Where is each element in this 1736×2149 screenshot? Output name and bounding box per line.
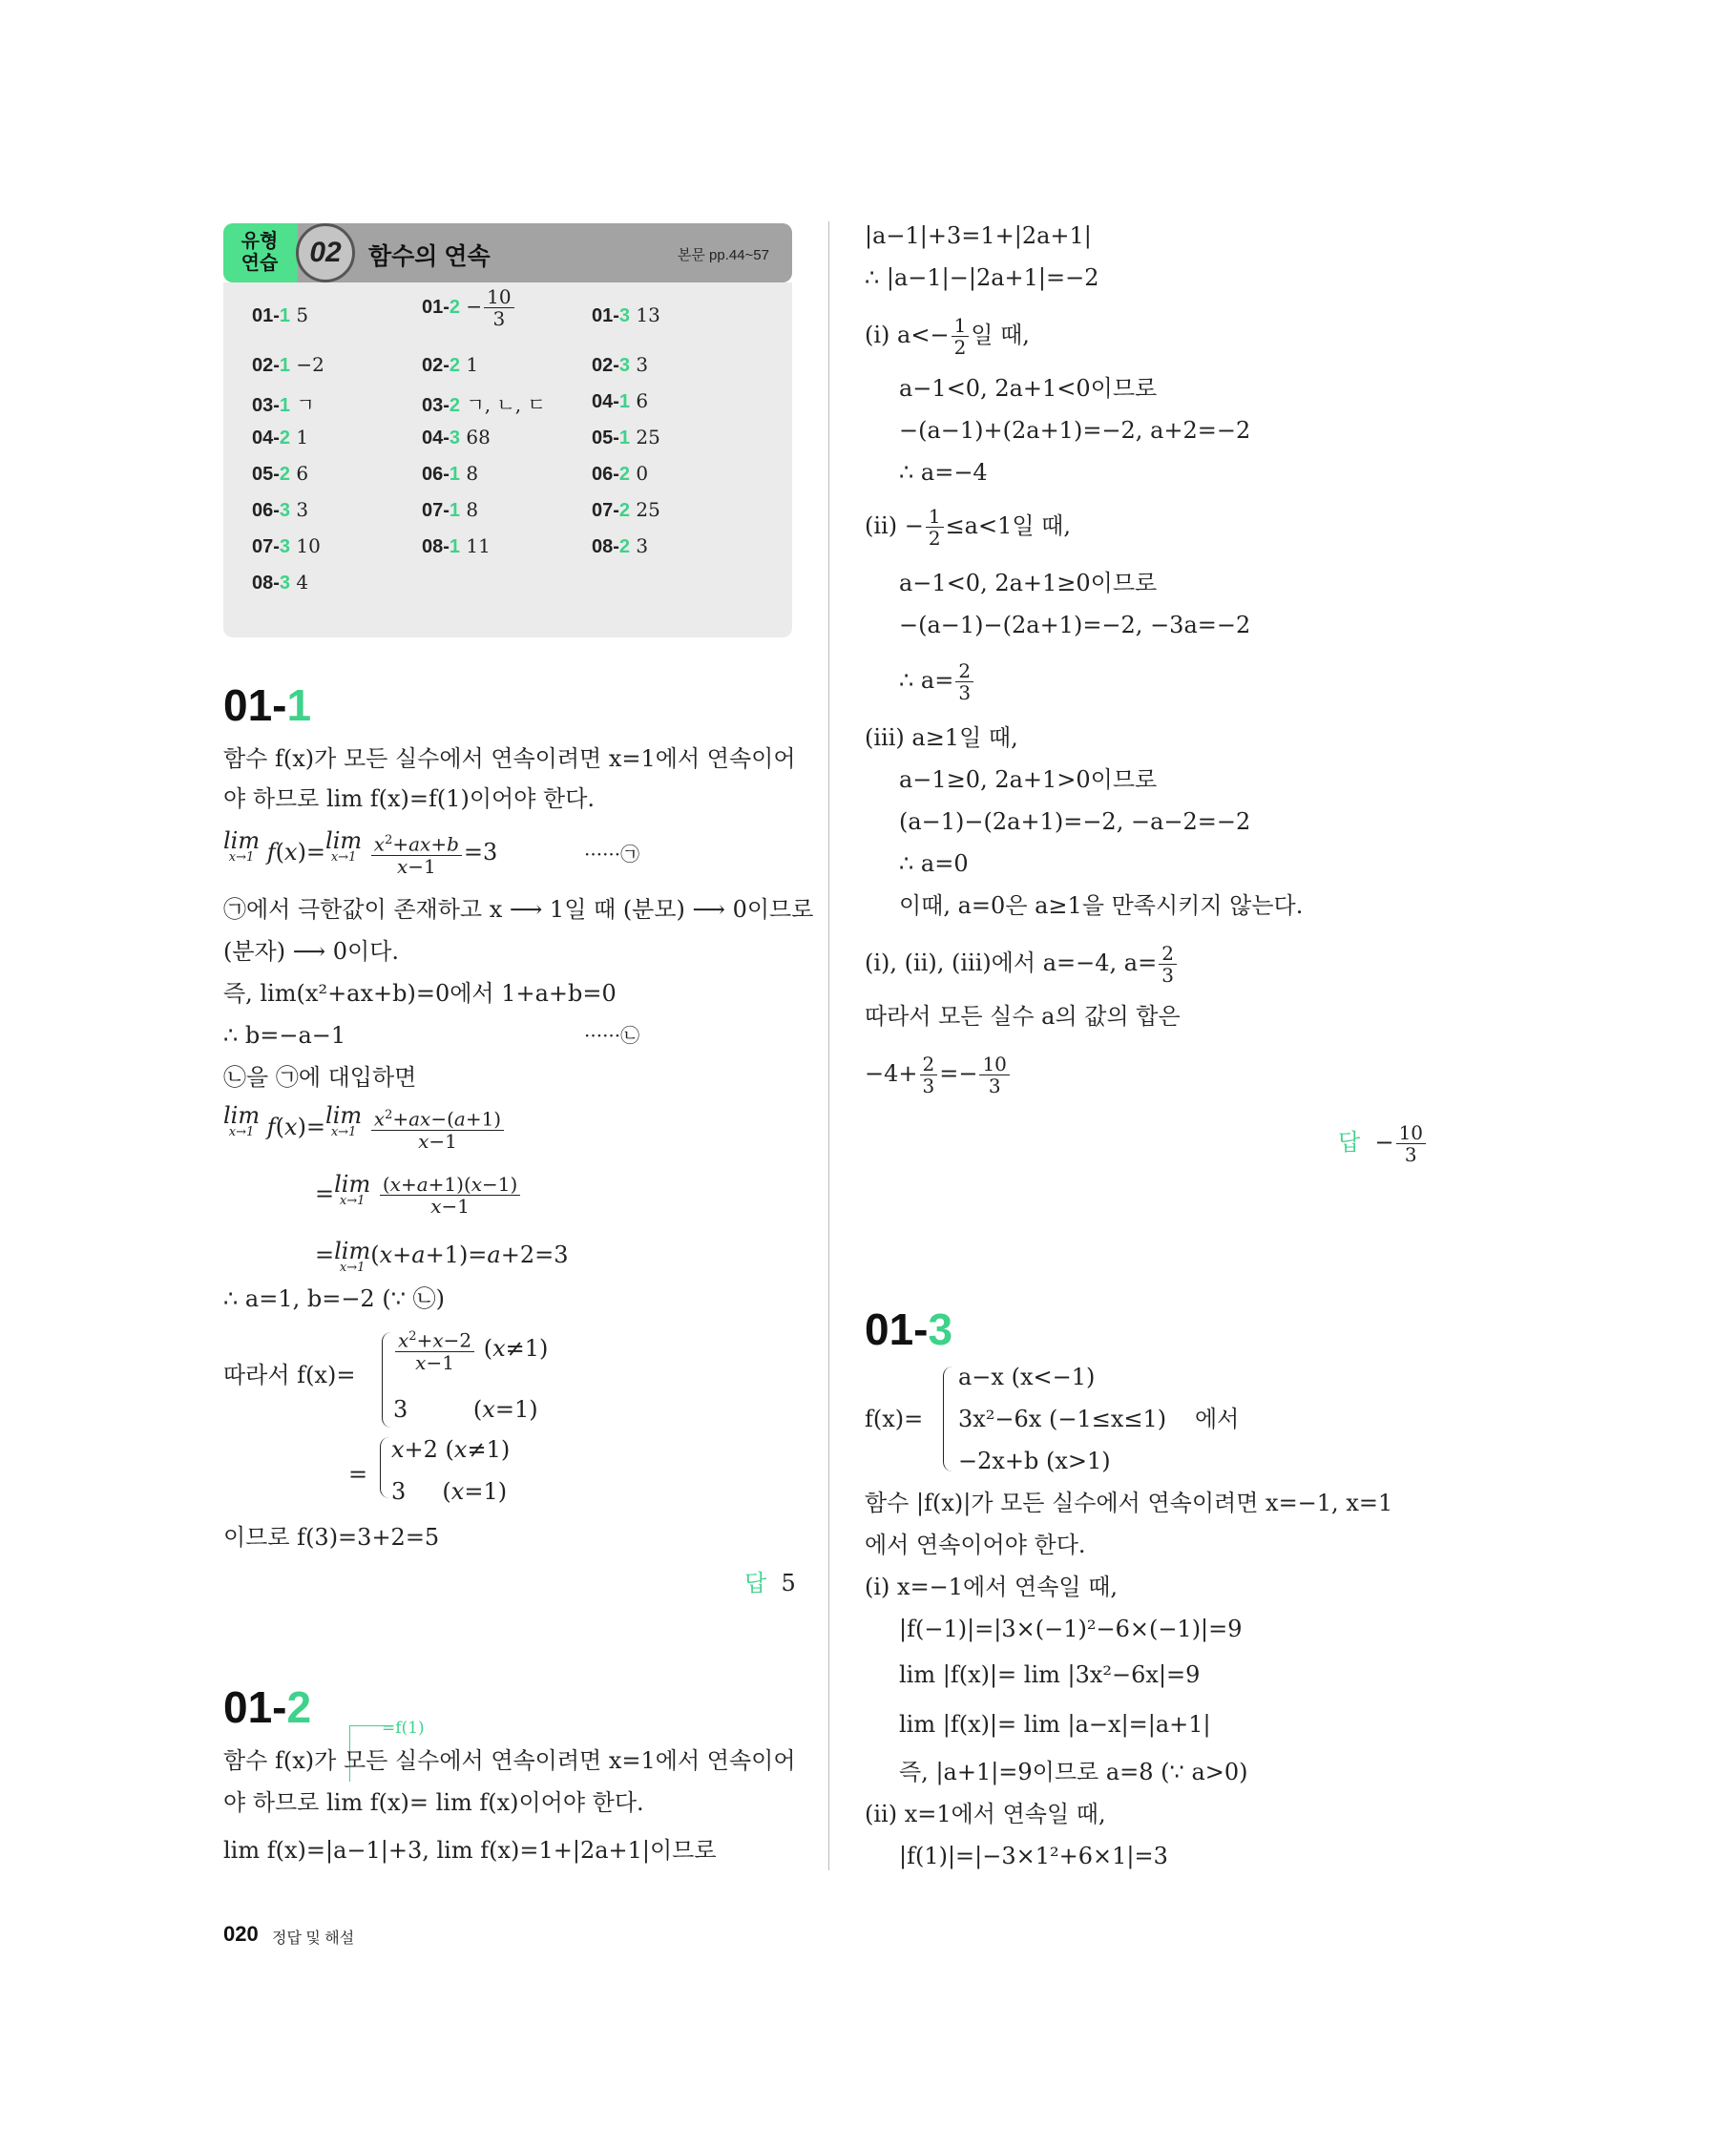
section-title: 함수의 연속 — [368, 243, 491, 270]
text-line: |f(−1)|=|3×(−1)²−6×(−1)|=9 — [899, 1616, 1243, 1642]
text-line: 함수 f(x)가 모든 실수에서 연속이려면 x=1에서 연속이어 — [223, 745, 796, 772]
text-line: |a−1|+3=1+|2a+1| — [865, 222, 1092, 249]
text-line: lim |f(x)|= lim |a−x|=|a+1| — [899, 1711, 1211, 1738]
answer-item: 08-2 3 — [592, 534, 649, 557]
text-line: 이므로 f(3)=3+2=5 — [223, 1524, 440, 1551]
piecewise-case: x+2 (x≠1) — [391, 1436, 511, 1463]
answer-item: 02-1 −2 — [252, 353, 324, 376]
text-line: lim f(x)=|a−1|+3, lim f(x)=1+|2a+1|이므로 — [223, 1837, 717, 1864]
answer-item: 07-3 10 — [252, 534, 321, 557]
answer-item: 04-3 68 — [422, 426, 491, 449]
answer-item: 02-3 3 — [592, 353, 649, 376]
piecewise-case: $\frac{x^2+x-2}{x-1}$ (x≠1) — [393, 1326, 548, 1373]
section-number: 02 — [296, 223, 355, 282]
case-heading: (ⅲ) a≥1일 때, — [865, 724, 1018, 751]
annotation-note: =f(1) — [382, 1719, 425, 1738]
text-line: ∴ a=−4 — [899, 459, 988, 486]
answer-item: 04-2 1 — [252, 426, 309, 449]
text-line: 야 하므로 lim f(x)= lim f(x)이어야 한다. — [223, 1789, 644, 1816]
limit-equation: =lim x→1 (x+a+1)=a+2=3 — [315, 1238, 569, 1275]
answer-summary-box — [223, 282, 792, 637]
text-line: 따라서 모든 실수 a의 값의 합은 — [865, 1003, 1181, 1030]
text-line: |f(1)|=|−3×1²+6×1|=3 — [899, 1843, 1168, 1869]
piecewise-brace — [382, 1332, 392, 1428]
answer-item: 05-2 6 — [252, 462, 309, 485]
section-heading-01-2: 01-2 — [223, 1682, 312, 1732]
text-line: ∴ a=1, b=−2 (∵ ㉡) — [223, 1285, 445, 1312]
text-line: a−1<0, 2a+1≥0이므로 — [899, 570, 1158, 596]
equation-marker: ······㉡ — [584, 1024, 640, 1047]
text-line: lim |f(x)|= lim |3x²−6x|=9 — [899, 1661, 1201, 1688]
equation-marker: ······㉠ — [584, 843, 640, 866]
section-heading-01-3: 01-3 — [865, 1304, 953, 1354]
text-line: 함수 f(x)가 모든 실수에서 연속이려면 x=1에서 연속이어 — [223, 1747, 796, 1774]
text-line: 따라서 f(x)= — [223, 1362, 356, 1388]
piecewise-case: −2x+b (x>1) — [958, 1448, 1111, 1474]
answer-item: 01-1 5 — [252, 303, 309, 326]
text-line: ㉡을 ㉠에 대입하면 — [223, 1064, 417, 1091]
limit-equation: lim x→1 f(x)=lim x→1 $\frac{x^2+ax+b}{x-1}$ =3 — [223, 827, 498, 878]
answer-item: 05-1 25 — [592, 426, 660, 449]
badge-line1: 유형 — [241, 231, 279, 252]
text-line: −(a−1)+(2a+1)=−2, a+2=−2 — [899, 417, 1251, 444]
piecewise-brace — [380, 1437, 390, 1498]
answer-item: 07-1 8 — [422, 498, 479, 521]
page-reference: 본문 pp.44~57 — [677, 247, 769, 263]
text-line: a−1≥0, 2a+1>0이므로 — [899, 766, 1158, 793]
text-line: 에서 — [1195, 1406, 1240, 1432]
piecewise-brace — [943, 1367, 953, 1471]
answer-item: 08-3 4 — [252, 571, 309, 594]
answer-item: 01-2 − $\frac{10}{3}$ — [422, 286, 516, 329]
page-number: 020 — [223, 1922, 259, 1946]
text-line: 함수 |f(x)|가 모든 실수에서 연속이려면 x=−1, x=1 — [865, 1490, 1393, 1516]
text-line: 즉, lim(x²+ax+b)=0에서 1+a+b=0 — [223, 980, 617, 1007]
text-line: 이때, a=0은 a≥1을 만족시키지 않는다. — [899, 892, 1304, 919]
text-line: (ⅰ), (ⅱ), (ⅲ)에서 a=−4, a= $\frac{2}{3}$ — [865, 943, 1179, 986]
answer-item: 03-2 ㄱ, ㄴ, ㄷ — [422, 393, 546, 416]
text-line: 에서 연속이어야 한다. — [865, 1532, 1086, 1558]
text-line: −(a−1)−(2a+1)=−2, −3a=−2 — [899, 612, 1251, 638]
text-line: ∴ b=−a−1 — [223, 1022, 346, 1049]
limit-equation: =lim x→1 $\frac{(x+a+1)(x-1)}{x-1}$ — [315, 1174, 522, 1217]
text-line: 즉, |a+1|=9이므로 a=8 (∵ a>0) — [899, 1759, 1248, 1785]
answer-item: 01-3 13 — [592, 303, 660, 326]
text-line: ∴ |a−1|−|2a+1|=−2 — [865, 264, 1099, 291]
text-line: ∴ a= $\frac{2}{3}$ — [899, 660, 975, 703]
final-answer: 답 5 — [744, 1570, 796, 1596]
answer-item: 03-1 ㄱ — [252, 393, 315, 416]
text-line: f(x)= — [865, 1406, 924, 1432]
section-heading-01-1: 01-1 — [223, 680, 312, 730]
badge-line2: 연습 — [241, 253, 279, 274]
answer-item: 07-2 25 — [592, 498, 660, 521]
text-line: a−1<0, 2a+1<0이므로 — [899, 375, 1158, 402]
text-line: (a−1)−(2a+1)=−2, −a−2=−2 — [899, 808, 1251, 835]
case-heading: (ⅱ) x=1에서 연속일 때, — [865, 1801, 1106, 1827]
piecewise-case: a−x (x<−1) — [958, 1364, 1096, 1390]
text-line: 야 하므로 lim f(x)=f(1)이어야 한다. — [223, 785, 596, 812]
piecewise-case: 3 (x=1) — [391, 1478, 508, 1505]
column-divider — [828, 221, 829, 1870]
answer-item: 02-2 1 — [422, 353, 479, 376]
piecewise-equation: = — [348, 1461, 368, 1488]
piecewise-case: 3 (x=1) — [393, 1396, 538, 1423]
footer-title: 정답 및 해설 — [272, 1930, 355, 1947]
answer-item: 06-1 8 — [422, 462, 479, 485]
case-heading: (ⅱ) − $\frac{1}{2}$ ≤a<1일 때, — [865, 505, 1071, 550]
limit-equation: lim x→1 f(x)=lim x→1 $\frac{x^2+ax-(a+1)}{x-1}$ — [223, 1105, 506, 1152]
answer-item: 04-1 6 — [592, 389, 649, 412]
case-heading: (ⅰ) a<− $\frac{1}{2}$ 일 때, — [865, 314, 1030, 359]
text-line: −4+ $\frac{2}{3}$ =− $\frac{10}{3}$ — [865, 1054, 1012, 1096]
text-line: ㉠에서 극한값이 존재하고 x ⟶ 1일 때 (분모) ⟶ 0이므로 — [223, 896, 814, 923]
answer-item: 06-3 3 — [252, 498, 309, 521]
section-header — [223, 223, 792, 282]
final-answer: 답 − $\frac{10}{3}$ — [1338, 1122, 1428, 1165]
piecewise-case: 3x²−6x (−1≤x≤1) — [958, 1406, 1167, 1432]
case-heading: (ⅰ) x=−1에서 연속일 때, — [865, 1574, 1119, 1600]
text-line: ∴ a=0 — [899, 850, 969, 877]
text-line: (분자) ⟶ 0이다. — [223, 938, 400, 965]
answer-item: 08-1 11 — [422, 534, 491, 557]
answer-item: 06-2 0 — [592, 462, 649, 485]
